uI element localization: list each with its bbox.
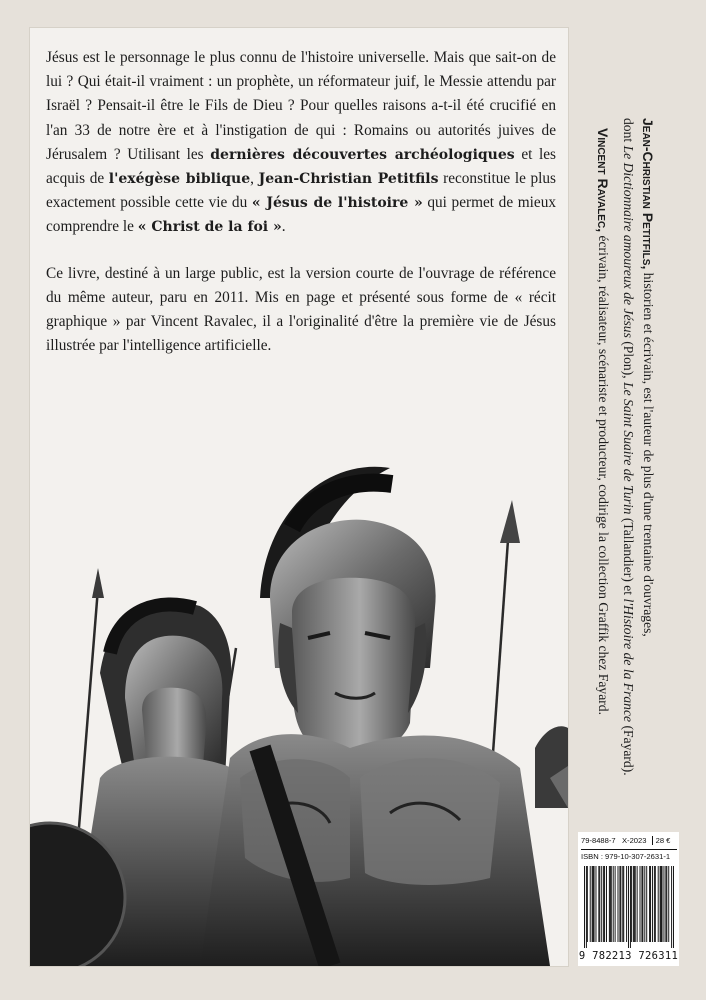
barcode-bar bbox=[630, 866, 631, 948]
barcode-bar bbox=[595, 866, 596, 942]
bio-text: (Fayard). bbox=[621, 722, 636, 776]
barcode-bar bbox=[637, 866, 638, 942]
barcode-bar bbox=[623, 866, 624, 942]
barcode-bar bbox=[590, 866, 591, 942]
barcode-bar bbox=[587, 866, 588, 942]
barcode-bar bbox=[598, 866, 599, 942]
barcode-bar bbox=[619, 866, 620, 942]
blurb-bold: « Jésus de l'histoire » bbox=[251, 195, 423, 212]
spine-bios bbox=[568, 28, 678, 966]
blurb-bold: Jean-Christian Petitfils bbox=[258, 171, 439, 188]
barcode-bar bbox=[650, 866, 651, 942]
barcode-bar bbox=[586, 866, 587, 948]
isbn: ISBN : 979-10-307-2631-1 bbox=[581, 849, 677, 861]
barcode-bar bbox=[635, 866, 636, 942]
blurb-bold: « Christ de la foi » bbox=[137, 219, 282, 236]
barcode-bar bbox=[642, 866, 643, 942]
author1-bio-line2 bbox=[619, 118, 638, 776]
blurb bbox=[46, 46, 556, 380]
barcode-bar bbox=[606, 866, 607, 942]
barcode-bar bbox=[610, 866, 611, 942]
back-cover bbox=[30, 28, 568, 966]
barcode-meta bbox=[581, 836, 677, 845]
barcode-bars bbox=[584, 866, 674, 948]
barcode-bar bbox=[658, 866, 659, 942]
barcode-bar bbox=[652, 866, 653, 942]
barcode-bar bbox=[611, 866, 612, 942]
barcode-bar bbox=[662, 866, 663, 942]
blurb-text: . bbox=[281, 218, 286, 236]
barcode-bar bbox=[584, 866, 585, 948]
author2-bio bbox=[593, 128, 613, 715]
bio-text: (Tallandier) et bbox=[621, 514, 636, 599]
barcode-bar bbox=[666, 866, 667, 942]
barcode-bar bbox=[661, 866, 662, 942]
barcode-bar bbox=[649, 866, 650, 942]
barcode-bar bbox=[646, 866, 647, 942]
price: 28 € bbox=[655, 836, 671, 845]
barcode-bar bbox=[603, 866, 604, 942]
blurb-text: , bbox=[250, 170, 259, 188]
bio-text: (Plon), bbox=[621, 337, 636, 383]
book-title: l'Histoire de la France bbox=[621, 598, 636, 723]
author1-bio-line1 bbox=[638, 118, 658, 637]
barcode-bar bbox=[673, 866, 674, 948]
barcode-bar bbox=[668, 866, 669, 942]
barcode-bar bbox=[613, 866, 614, 942]
author2-bio-text: écrivain, réalisateur, scénariste et producteur, codirige la collection Graffik chez Fayard. bbox=[596, 232, 611, 715]
edition-date: X-2023 bbox=[621, 836, 647, 845]
barcode-bar bbox=[654, 866, 655, 942]
book-title: Le Dictionnaire amoureux de Jésus bbox=[621, 145, 636, 338]
bio-text: dont bbox=[621, 118, 636, 146]
blurb-text: qui permet de mieux comprendre le bbox=[46, 194, 556, 236]
barcode-bar bbox=[604, 866, 605, 942]
barcode-bar bbox=[609, 866, 610, 942]
author1-name: Jean-Christian Petitfils, bbox=[640, 118, 656, 270]
barcode-bar bbox=[626, 866, 627, 942]
barcode-bar bbox=[644, 866, 645, 942]
barcode-bar bbox=[641, 866, 642, 942]
blurb-bold: l'exégèse biblique bbox=[108, 171, 251, 188]
barcode-bar bbox=[618, 866, 619, 942]
author1-bio-text: historien et écrivain, est l'auteur de plus d'une trentaine d'ouvrages, bbox=[641, 269, 656, 637]
barcode-bar bbox=[671, 866, 672, 948]
product-code: 79-8488-7 bbox=[581, 836, 616, 845]
barcode-bar bbox=[594, 866, 595, 942]
barcode-bar bbox=[663, 866, 664, 942]
barcode-bar bbox=[620, 866, 621, 942]
barcode-box bbox=[578, 832, 679, 966]
blurb-text: et les acquis de bbox=[46, 145, 557, 188]
blurb-text: reconstitue le plus exactement possible cette vie du bbox=[46, 170, 556, 212]
ean-number: 9 782213 726311 bbox=[578, 950, 679, 962]
blurb-paragraph-2: Ce livre, destiné à un large public, est la version courte de l'ouvrage de référence du même auteur, paru en 2011. Mis en page et présenté sous forme de « récit graphique » par Vincent Ravalec, il a l'originalité d'être la première vie de Jésus illustrée par l'intelligence artificielle. bbox=[46, 264, 556, 355]
roman-soldiers-illustration bbox=[30, 448, 568, 966]
barcode-bar bbox=[655, 866, 656, 942]
barcode-bar bbox=[592, 866, 593, 942]
barcode-bar bbox=[599, 866, 600, 942]
barcode-bar bbox=[631, 866, 632, 942]
barcode-bar bbox=[593, 866, 594, 942]
author2-name: Vincent Ravalec, bbox=[595, 128, 611, 233]
book-title: Le Saint Suaire de Turin bbox=[621, 382, 636, 515]
barcode-bar bbox=[665, 866, 666, 942]
barcode-bar bbox=[634, 866, 635, 942]
barcode-bar bbox=[628, 866, 629, 948]
barcode-bar bbox=[601, 866, 602, 942]
barcode-bar bbox=[633, 866, 634, 942]
blurb-bold: dernières découvertes archéologiques bbox=[210, 146, 515, 163]
barcode-bar bbox=[660, 866, 661, 942]
barcode-bar bbox=[622, 866, 623, 942]
barcode-bar bbox=[615, 866, 616, 942]
blurb-paragraph-1 bbox=[46, 46, 556, 240]
barcode-bar bbox=[640, 866, 641, 942]
blurb-text: Jésus est le personnage le plus connu de l'histoire universelle. Mais que sait-on de lui ? Qui était-il vraiment : un prophète, un réformateur juif, le Messie attendu par Israël ? Pensait-il être le Fils de Dieu ? Pour quelles raisons a-t-il été crucifié en l'an 33 de notre ère et à l'instigation de qui : Romains ou autorités juives de Jérusalem ? Utilisant les bbox=[46, 49, 556, 163]
